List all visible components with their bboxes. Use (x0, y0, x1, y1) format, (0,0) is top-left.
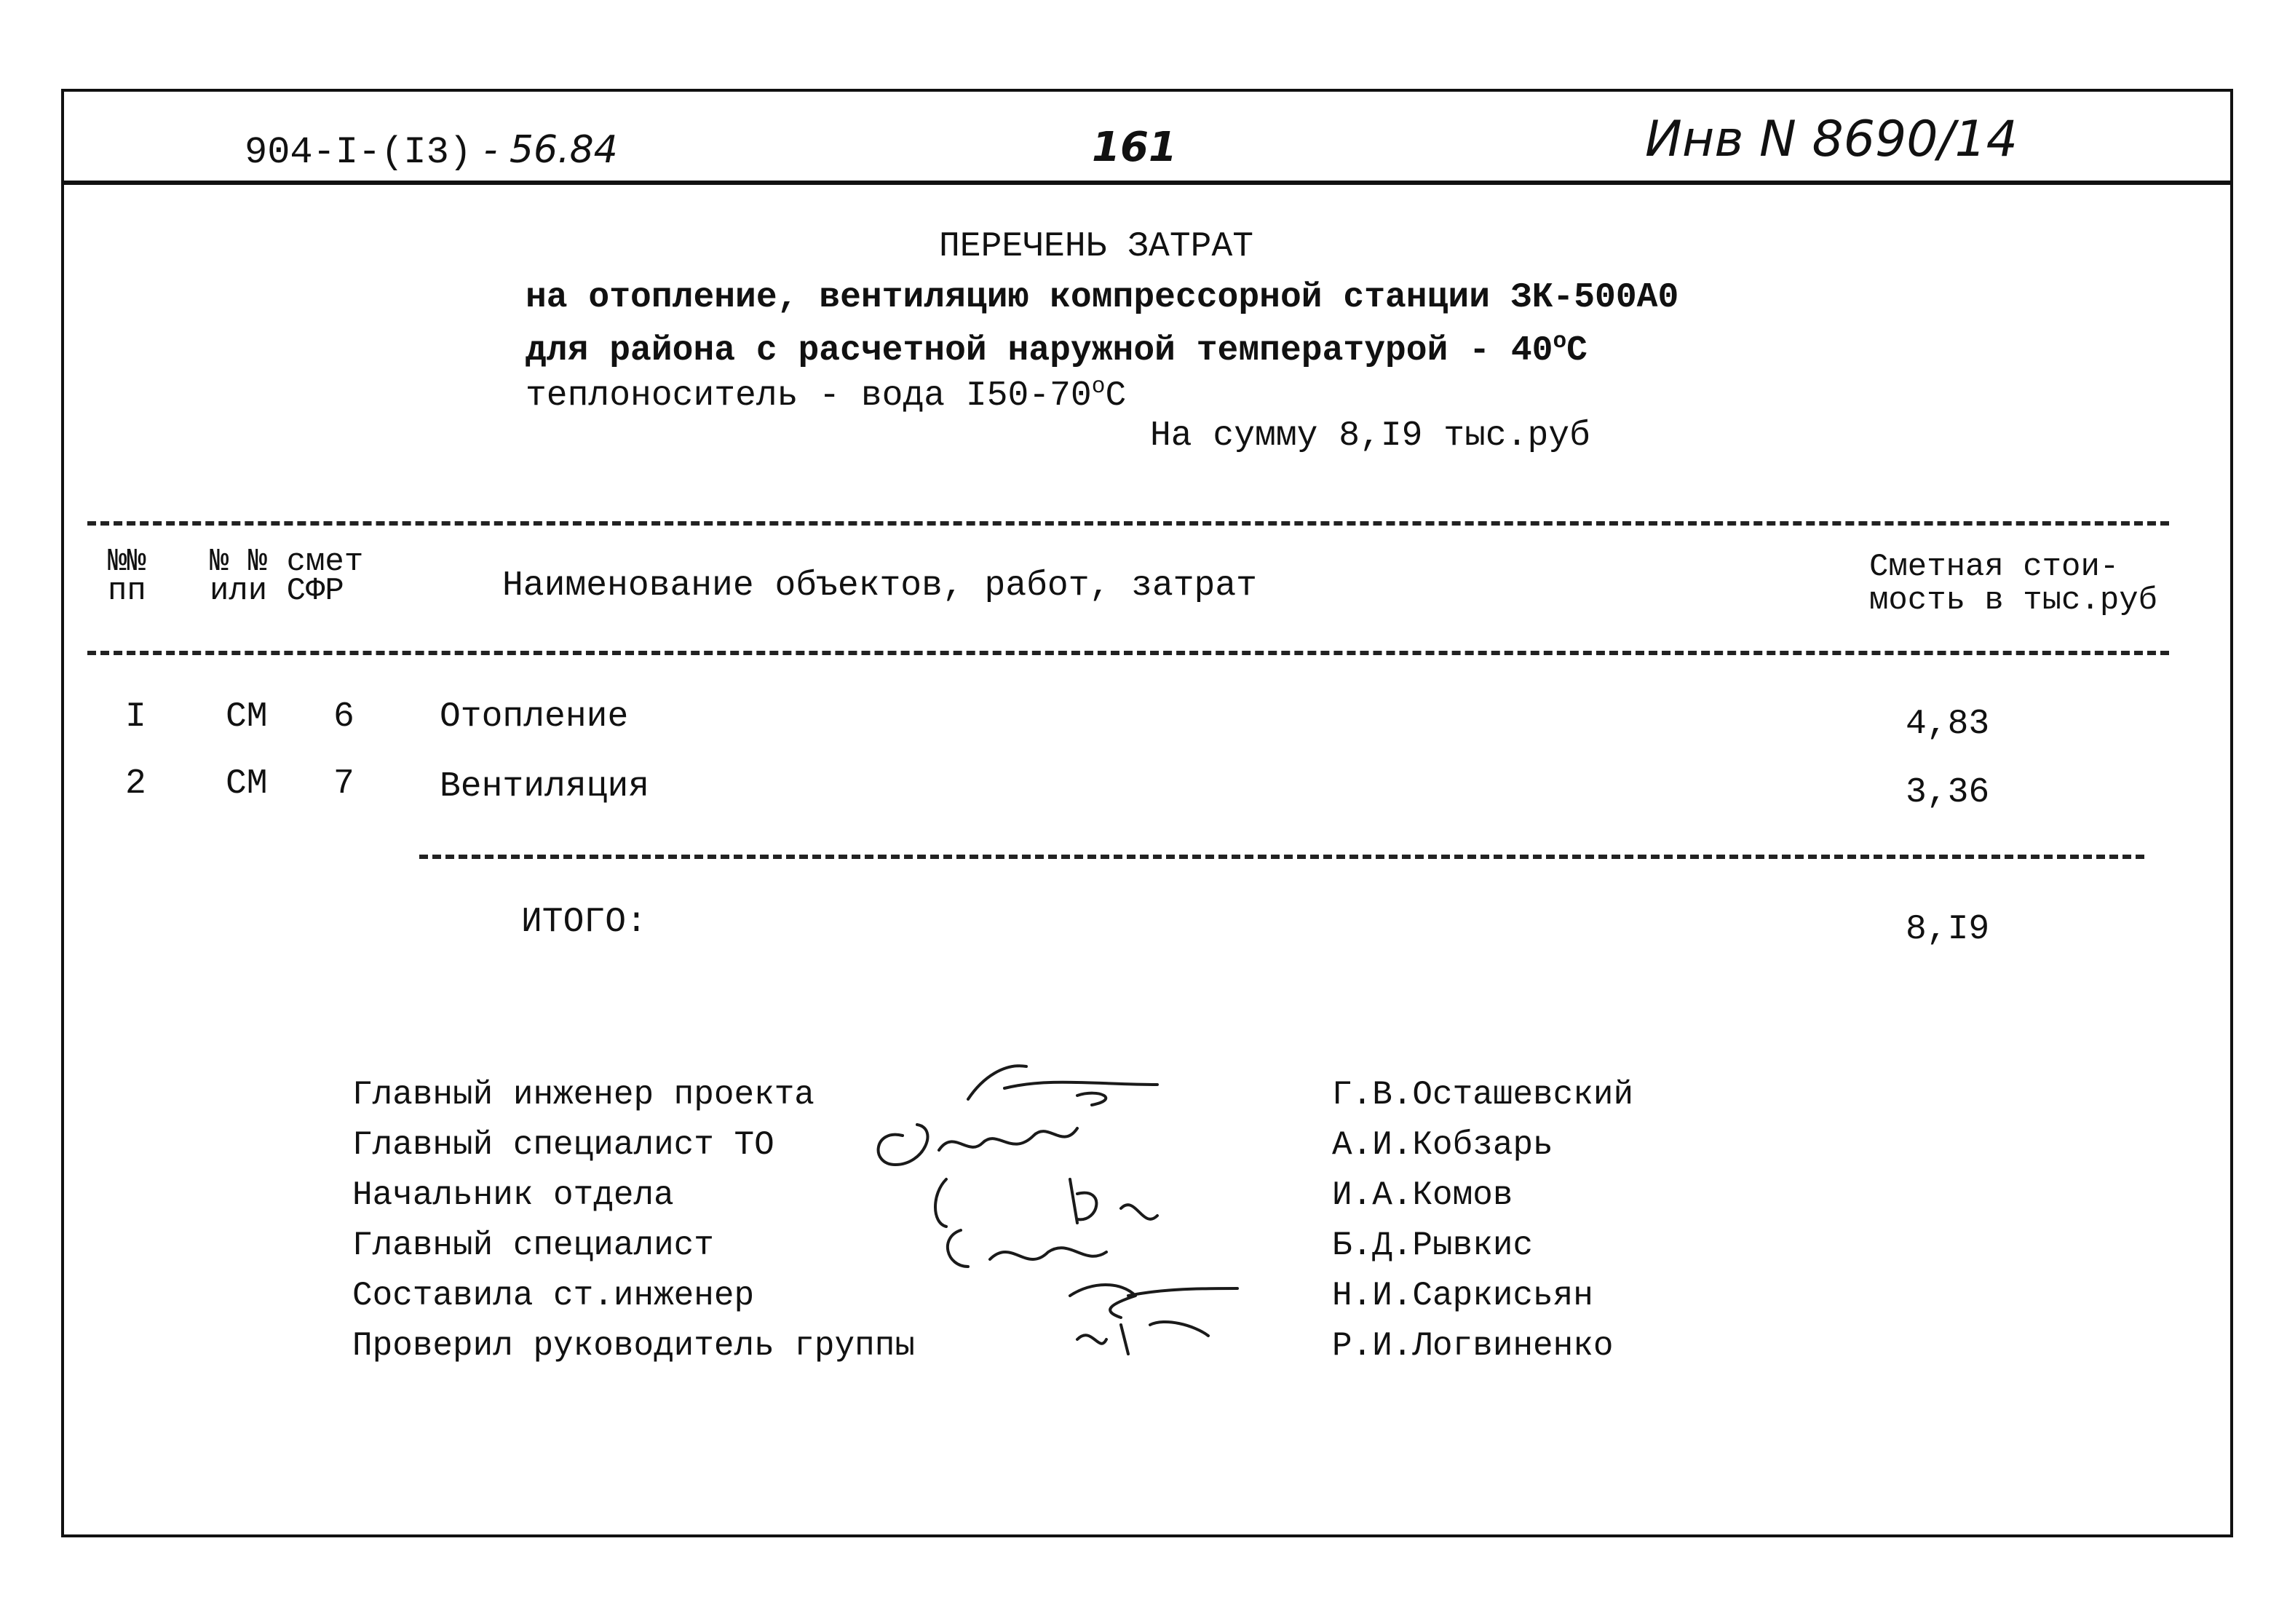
title-line-3-text: теплоноситель - вода I50-70 (526, 376, 1092, 416)
row-name: Отопление (440, 697, 629, 737)
signatory-name: Р.И.Логвиненко (1332, 1327, 1614, 1365)
signature-scribble (948, 1230, 1106, 1267)
signatory-name: Г.В.Осташевский (1332, 1076, 1634, 1114)
signature-names (1332, 1070, 1633, 1371)
total-label: ИТОГО: (521, 903, 647, 942)
signatory-name: Н.И.Саркисьян (1332, 1277, 1593, 1315)
inventory-number: Инв N 8690/14 (1645, 111, 2018, 168)
signature-role: Главный инженер проекта (352, 1076, 814, 1114)
table-header-rule (87, 651, 2169, 655)
column-header-number-line-1: №№ (108, 544, 146, 580)
row-estimate-type: СМ (226, 764, 268, 804)
row-estimate-number: 7 (333, 764, 354, 804)
page-number: 161 (1092, 124, 1177, 171)
signature-scribble (879, 1125, 1077, 1165)
title-line-1: на отопление, вентиляцию компрессорной станции ЗК-500А0 (526, 278, 1679, 317)
row-cost: 4,83 (1906, 705, 1990, 744)
signature-role: Главный специалист (352, 1227, 714, 1264)
column-header-name: Наименование объектов, работ, затрат (502, 566, 1257, 606)
signature-roles (352, 1070, 915, 1371)
column-header-number (108, 544, 146, 609)
column-header-estimate (210, 544, 364, 609)
row-name: Вентиляция (440, 767, 650, 807)
row-estimate-number: 6 (333, 697, 354, 737)
total-sum-line: На сумму 8,I9 тыс.руб (1150, 416, 1590, 456)
signature-role: Главный специалист ТО (352, 1126, 774, 1164)
column-header-number-line-2: пп (108, 573, 146, 609)
table-top-rule (87, 521, 2169, 526)
signatory-name: Б.Д.Рывкис (1332, 1227, 1534, 1264)
column-header-estimate-line-2: или СФР (210, 573, 344, 609)
title-line-2 (526, 329, 1588, 371)
document-code (245, 128, 618, 174)
row-number: 2 (125, 764, 146, 804)
total-value: 8,I9 (1906, 910, 1990, 949)
column-header-estimate-line-1: № № смет (210, 544, 364, 580)
signature-role: Составила ст.инженер (352, 1277, 755, 1315)
signatory-name: А.И.Кобзарь (1332, 1126, 1553, 1164)
column-header-cost-line-1: Сметная стои- (1869, 549, 2120, 585)
header-rule (64, 181, 2230, 185)
signature-role: Проверил руководитель группы (352, 1327, 915, 1365)
row-number: I (125, 697, 146, 737)
signatory-name: И.А.Комов (1332, 1176, 1513, 1214)
total-rule (419, 855, 2144, 859)
document-heading: ПЕРЕЧЕНЬ ЗАТРАТ (939, 227, 1254, 266)
signature-role: Начальник отдела (352, 1176, 674, 1214)
doc-code-printed: 904-I-(I3) (245, 131, 472, 174)
column-header-cost-line-2: мость в тыс.руб (1869, 582, 2158, 619)
doc-code-handwritten: - 56.84 (472, 128, 618, 172)
title-line-3-unit: С (1105, 376, 1127, 416)
degree-mark: о (1553, 329, 1567, 354)
column-header-cost (1869, 550, 2157, 617)
signature-scribble (1070, 1285, 1237, 1318)
signature-scribble (1077, 1322, 1208, 1354)
title-line-3 (526, 374, 1126, 416)
degree-mark: о (1091, 374, 1106, 400)
title-line-2-text: для района с расчетной наружной температурой - 40 (526, 331, 1553, 371)
signature-scribble (968, 1066, 1157, 1105)
row-estimate-type: СМ (226, 697, 268, 737)
signature-scribble (935, 1179, 1157, 1227)
title-line-2-unit: С (1566, 331, 1588, 371)
row-cost: 3,36 (1906, 773, 1990, 812)
handwritten-signatures (859, 1048, 1267, 1383)
